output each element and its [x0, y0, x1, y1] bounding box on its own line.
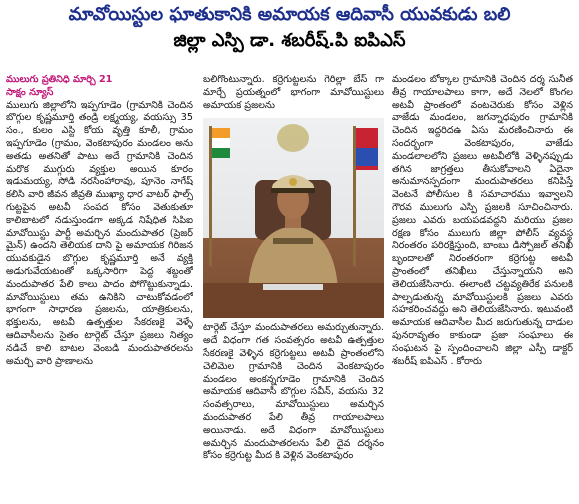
byline: సాక్షం న్యూస్ [6, 86, 54, 98]
article-column-2 [203, 74, 384, 504]
headline: మావోయిస్టుల ఘాతుకానికి అమాయక ఆదివాసీ యువకుడు బలి [68, 4, 511, 25]
article-paragraph: ములుగు జిల్లాలోని ఇప్పగూడెం (గ్రామానికి చెందిన బొగ్గుల కృష్ణమూర్తి తండ్రి లక్ష్మయ్య, వయస్సు 35 సం., కులం ఎస్టి కోయ వృత్తి కూలీ, గ్రామం ఇప్పగూడెం (గ్రామం, వెంకటాపురం మండలం అను అతడు అతనితో పాటు అదే గ్రామానికి చెందిన మరొక ముగ్గురు వ్యక్తుల అయిన కూరం ఇడుమయ్య, సోడి నరసింహారావు, పూనెం నాగేష్ కలిసి వారి జీవన జీవ్రతి ముఖ్యా ధార వాటర్ ఫాల్స్ గుట్టపైన అటవీ సంపద కోసం వెతుకుతూ కాలిబాటలో నడుస్తుండగా అక్కడ నిషేధిత సిపిఐ మావోయిస్టు పార్టీ అమర్చిన మందుపాతర (ప్రెజర్ మైన్) ఉందని తెలియక దాని పై అమాయక గిరిజన యువకుడైన బొగ్గుల కృష్ణమూర్తి అనే వ్యక్తి అడుగువేయటంతో ఒక్కసారిగా పెద్ద శబ్దంతో మందుపాతర పేలి కాలు పాదం పోగొట్టుకున్నాడు. మావోయిస్టులు తమ ఉనికిని చాటుకోవడంలో భాగంగా సాధారణ ప్రజలను, యాత్రికులను, భక్తులను, అటవీ ఉత్పత్తుల సేకరణకై వెళ్ళే ఆదివాసీలను సైతం టార్గెట్ చేస్తూ ప్రజలు నిత్యం నడిచే కాలి బాటల వెంబడి మందుపాతరలను అమర్చి వారి ప్రాణాలను [6, 99, 193, 367]
article-column-3 [392, 74, 573, 504]
dateline: ములుగు ప్రతినిధి మార్చి 21 [6, 74, 113, 85]
article-paragraph: బలిగొంటున్నారు. కర్రెగుట్టలను గెరిల్లా బేస్ గా మార్చే ప్రయత్నంలో భాగంగా మావోయిస్టులు అమాయక ప్రజలను [203, 74, 384, 111]
article-paragraph: టార్గెట్ చేస్తూ మందుపాతరలు అమర్చుతున్నారు. అదే విధంగా గత సంవత్సరం అటవీ ఉత్పత్తుల సేకరణకై వెళ్ళిన కర్రెగుట్టలు అటవీ ప్రాంతంలోని చెలిమెల గ్రామానికి చెందిన వెంకటాపురం మండలం అంకన్నగూడెం గ్రామానికి చెందిన అమాయక ఆదివాసీ బొగ్గుల సవీన్, వయసు 32 సంవత్సరాలు, మావోయిస్టులు అమర్చిన మందుపాతర పేలి తీవ్ర గాయాలపాలు అయినాడు. అదే విధంగా మావోయిస్టులు అమర్చిన మందుపాతరలను పేలి దైవ దర్శనం కోసం కర్రెగుట్ట మీద కి వెళ్లిన వెంకటాపురం [203, 322, 384, 462]
article-paragraph: మండలం బోక్కాల గ్రామానికి చెందిన దర్శ సునీత తీవ్ర గాయాలపాలు కాగా, అదే నెలలో కొంగల అటవీ ప్రాంతంలో వంటచెరుకు కోసం వెళ్లిన వాజేడు మండలం, జగన్నాధపురం గ్రామానికి చెందిన ఇద్దరిదఉ ఏసు మరణించినారు ఈ సందర్భంగా వెంకటాపురం, వాజేడు మండలాలలోని ప్రజలు అటవీలోకి వెళ్ళినప్పుడు తగిన జాగ్రత్తలు తీసుకోవాలని ఏదైనా అనుమానస్పదంగా మందుపాతరలు కనిపిస్తే వెంటనే పోలీసుల కి సమాచారము ఇవ్వాలని గౌరవ ములుగు ఎస్పి ప్రజలకి సూచించినారు. ప్రజలు ఎవరు బయపడవద్దని మరియు ప్రజల రక్షణ కోసం ములుగు జిల్లా పోలీస్ వ్యవస్థ నిరంతరం పరిరక్షిస్తుంది, బాంబు డిస్పోజల్ తనిఖీ బృందాలతో నిరంతరంగా కర్రెగుట్ట అటవీ ప్రాంతంలో తనిఖీలు చేస్తున్నాయని అని తెలియజేసినారు. ఈలాంటి చట్టవ్యతిరేక పనులకి పాల్పడుతున్న మావోయిస్టులకి ప్రజలు ఎవరు సహకరించవద్దు అని తెలియజేసినారు. ఇటువంటి అమాయక ఆదివాసీల మీద జరుగుతున్న దాడుల పునరావృతం కాకుండా ప్రజా సంఘాలు ఈ సంఘటన పై స్పందించాలని జిల్లా ఎస్పీ డాక్టర్ శబరీష్ ఐపిఎస్ . కోరారు [392, 74, 573, 367]
subheadline: జిల్లా ఎస్పి డా. శబరీష్.పి ఐపిఎస్ [173, 30, 406, 51]
dateline-paragraph [6, 74, 193, 100]
article-body [6, 74, 573, 504]
police-officer-portrait-icon [203, 118, 384, 318]
police-officer-photo [203, 118, 384, 318]
article-column-1 [6, 74, 193, 504]
